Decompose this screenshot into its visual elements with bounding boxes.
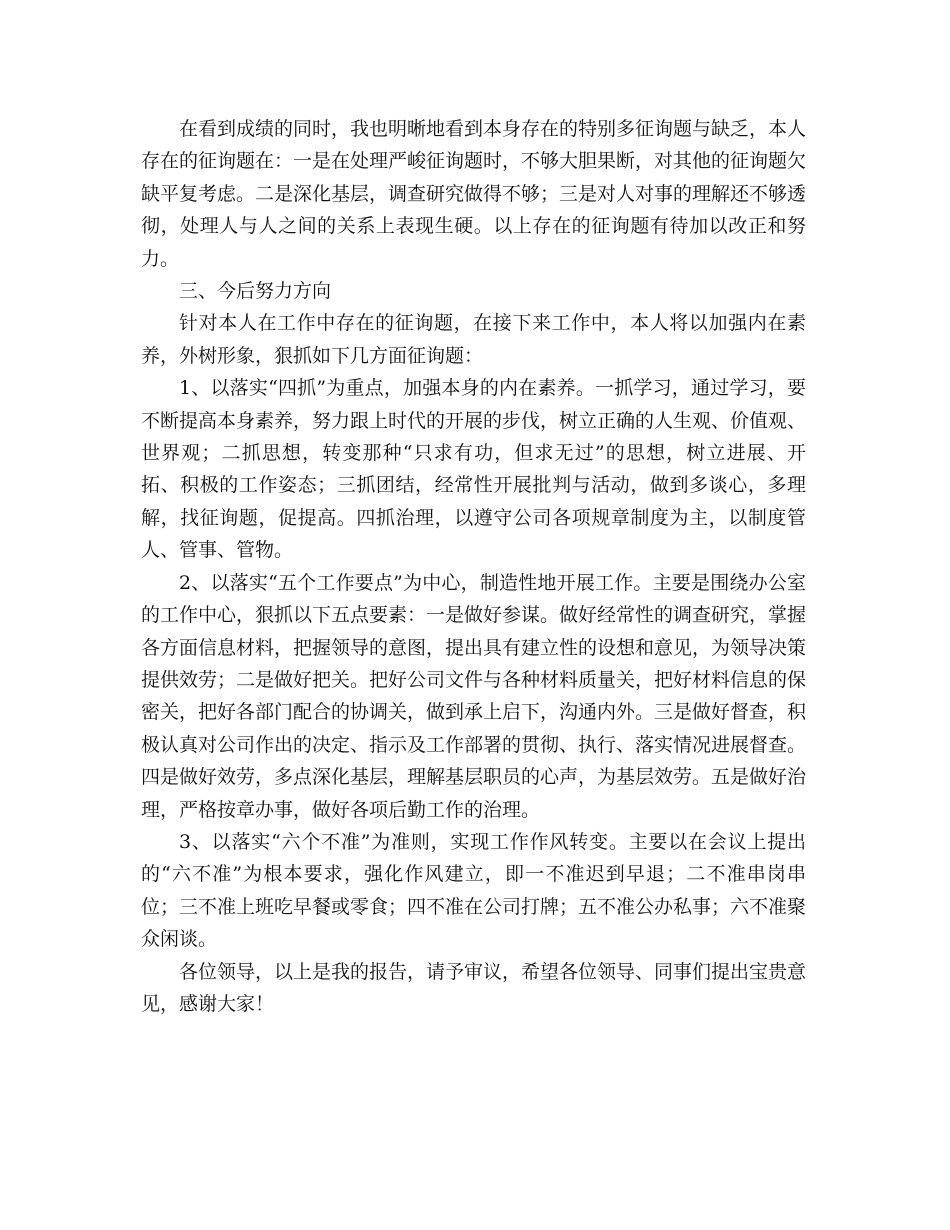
paragraph-intro: 针对本人在工作中存在的征询题，在接下来工作中，本人将以加强内在素养，外树形象，狠抓如下几方面征询题： <box>141 312 806 367</box>
paragraph-item-3: 3、以落实“六个不准”为准则，实现工作作风转变。主要以在会议上提出的“六不准”为根本要求，强化作风建立，即一不准迟到早退；二不准串岗串位；三不准上班吃早餐或零食；四不准在公司打牌；五不准公办私事；六不准聚众闲谈。 <box>141 830 807 951</box>
paragraph-closing: 各位领导，以上是我的报告，请予审议，希望各位领导、同事们提出宝贵意见，感谢大家！ <box>141 960 807 1015</box>
section-heading-future-direction: 三、今后努力方向 <box>179 280 332 303</box>
paragraph-item-2: 2、以落实“五个工作要点”为中心，制造性地开展工作。主要是围绕办公室的工作中心，狠抓以下五点要素：一是做好参谋。做好经常性的调查研究，掌握各方面信息材料，把握领导的意图，提出具有建立性的设想和意见，为领导决策提供效劳；二是做好把关。把好公司文件与各种材料质量关，把好材料信息的保密关，把好各部门配合的协调关，做到承上启下，沟通内外。三是做好督查，积极认真对公司作出的决定、指示及工作部署的贯彻、执行、落实情况进展督查。四是做好效劳，多点深化基层，理解基层职员的心声，为基层效劳。五是做好治理，严格按章办事，做好各项后勤工作的治理。 <box>141 571 807 821</box>
paragraph-item-1: 1、以落实“四抓”为重点，加强本身的内在素养。一抓学习，通过学习，要不断提高本身素养，努力跟上时代的开展的步伐，树立正确的人生观、价值观、世界观；二抓思想，转变那种“只求有功，但求无过”的思想，树立进展、开拓、积极的工作姿态；三抓团结，经常性开展批判与活动，做到多谈心，多理解，找征询题，促提高。四抓治理，以遵守公司各项规章制度为主，以制度管人、管事、管物。 <box>141 377 807 562</box>
paragraph-shortcomings: 在看到成绩的同时，我也明晰地看到本身存在的特别多征询题与缺乏，本人存在的征询题在：一是在处理严峻征询题时，不够大胆果断，对其他的征询题欠缺平复考虑。二是深化基层，调查研究做得不够；三是对人对事的理解还不够透彻，处理人与人之间的关系上表现生硬。以上存在的征询题有待加以改正和努力。 <box>141 118 807 270</box>
document-body <box>141 113 806 1020</box>
